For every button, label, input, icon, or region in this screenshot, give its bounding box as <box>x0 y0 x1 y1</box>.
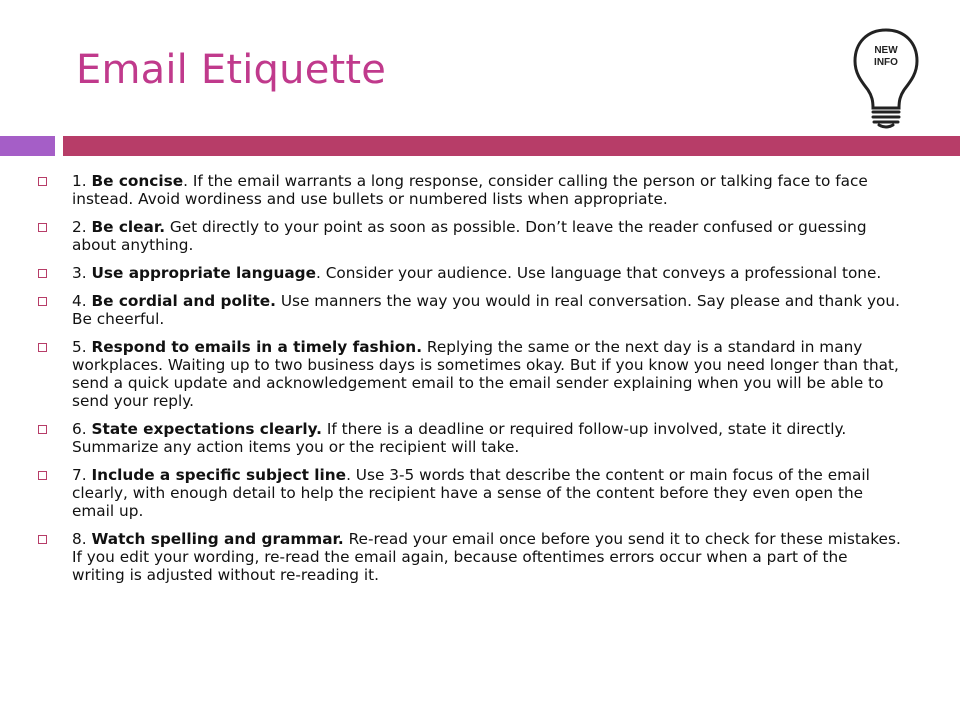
item-lead: State expectations clearly. <box>91 420 322 438</box>
item-text: . If the email warrants a long response, consider calling the person or talking face to face instead. Avoid wordiness and use bullets or numbered lists when appropriate. <box>72 172 868 208</box>
square-bullet-icon <box>38 177 47 186</box>
item-lead: Include a specific subject line <box>91 466 347 484</box>
etiquette-list <box>38 172 904 594</box>
square-bullet-icon <box>38 269 47 278</box>
list-item <box>38 292 904 328</box>
accent-bar-right <box>63 136 960 156</box>
item-lead: Respond to emails in a timely fashion. <box>91 338 423 356</box>
badge-new-text: NEW <box>874 45 898 56</box>
item-number: 5. <box>72 338 87 356</box>
list-item <box>38 338 904 410</box>
item-lead: Watch spelling and grammar. <box>91 530 344 548</box>
item-lead: Be concise <box>91 172 184 190</box>
square-bullet-icon <box>38 297 47 306</box>
list-item <box>38 420 904 456</box>
list-item <box>38 172 904 208</box>
item-number: 1. <box>72 172 87 190</box>
list-item <box>38 530 904 584</box>
item-text: Replying the same or the next day is a standard in many workplaces. Waiting up to two business days is sometimes okay. But if you know you need longer than that, send a quick update and acknowledgement email to the email sender explaining when you will be able to send your reply. <box>72 338 899 410</box>
square-bullet-icon <box>38 535 47 544</box>
square-bullet-icon <box>38 425 47 434</box>
item-text: Use manners the way you would in real conversation. Say please and thank you. Be cheerful. <box>72 292 900 328</box>
badge-info-text: INFO <box>874 57 898 68</box>
list-item <box>38 218 904 254</box>
item-text: If there is a deadline or required follow-up involved, state it directly. Summarize any action items you or the recipient will take. <box>72 420 847 456</box>
item-number: 4. <box>72 292 87 310</box>
item-text: . Use 3-5 words that describe the content or main focus of the email clearly, with enough detail to help the recipient have a sense of the content before they even open the email up. <box>72 466 870 520</box>
item-number: 3. <box>72 264 87 282</box>
item-number: 8. <box>72 530 87 548</box>
slide-title: Email Etiquette <box>76 47 387 93</box>
item-lead: Be cordial and polite. <box>91 292 276 310</box>
item-text: Get directly to your point as soon as possible. Don’t leave the reader confused or guessing about anything. <box>72 218 867 254</box>
item-number: 6. <box>72 420 87 438</box>
item-lead: Be clear. <box>91 218 166 236</box>
lightbulb-icon <box>852 28 920 130</box>
square-bullet-icon <box>38 223 47 232</box>
item-text: Re-read your email once before you send it to check for these mistakes. If you edit your wording, re-read the email again, because oftentimes errors occur when a part of the writing is adjusted without re-reading it. <box>72 530 901 584</box>
list-item <box>38 264 904 282</box>
item-number: 2. <box>72 218 87 236</box>
item-number: 7. <box>72 466 87 484</box>
item-lead: Use appropriate language <box>91 264 317 282</box>
square-bullet-icon <box>38 471 47 480</box>
accent-bar-left <box>0 136 55 156</box>
square-bullet-icon <box>38 343 47 352</box>
item-text: . Consider your audience. Use language that conveys a professional tone. <box>316 264 882 282</box>
list-item <box>38 466 904 520</box>
